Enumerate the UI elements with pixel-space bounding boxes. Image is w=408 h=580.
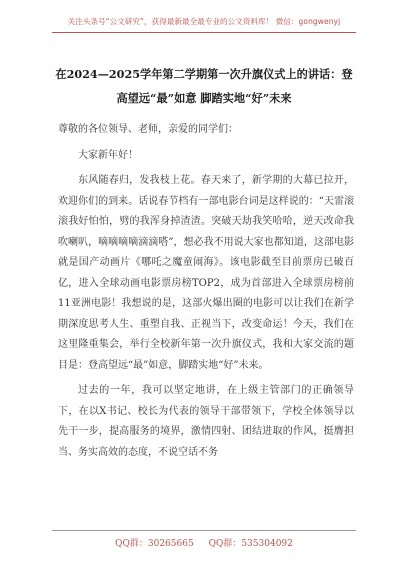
footer-divider	[52, 530, 356, 531]
footer-qq-group-1: QQ群：30265665	[115, 539, 194, 549]
header-divider	[52, 32, 356, 33]
greeting: 尊敬的各位领导、老师，亲爱的同学们：	[58, 124, 238, 135]
paragraph-1: 东风随春归，发我枝上花。春天来了，新学期的大幕已拉开，欢迎你们的到来。话说春节档有一部电影台词是这样说的：“天雷滚滚我好怕怕，劈的我浑身掉渣渣。突破天劫我笑哈哈，逆天改命我吹喇叭，嘀嘀嘀嘀滴滴嗒”，想必我不用说大家也都知道，这部电影就是国产动画片《哪吒之魔童闹海》。该电影截至目前票房已破百亿，进入全球动画电影票房榜TOP2，成为首部进入全球票房榜前11亚洲电影！我想说的是，这部火爆出圈的电影可以让我们在新学期深度思考人生、重塑自我、正视当下，改变命运！今天，我们在这里隆重集会，举行全校新年第一次升旗仪式，我和大家交流的题目是：登高望远“最”如意，脚踏实地“好”未来。	[58, 175, 354, 371]
header-banner: 关注头条号“公文研究”，获得最新最全最专业的公文资料库！ 微信：gongwenyj	[67, 17, 341, 26]
paragraph-2: 过去的一年，我可以坚定地讲，在上级主管部门的正确领导下，在以X书记、校长为代表的领导干部带领下，学校全体领导以先干一步，提高服务的境界，激情四射、团结进取的作风，挺膺担当、务实高效的态度，不说空话不务	[58, 385, 354, 458]
title-line-2: 高望远“最”如意 脚踏实地“好”未来	[116, 91, 292, 105]
footer	[0, 536, 408, 549]
title-line-1: 在2024—2025学年第二学期第一次升旗仪式上的讲话：登	[55, 67, 353, 81]
document-title	[52, 62, 356, 110]
footer-qq-group-2: QQ群：535304092	[208, 539, 293, 549]
document-body	[58, 120, 354, 463]
new-year-greeting: 大家新年好！	[78, 149, 138, 161]
